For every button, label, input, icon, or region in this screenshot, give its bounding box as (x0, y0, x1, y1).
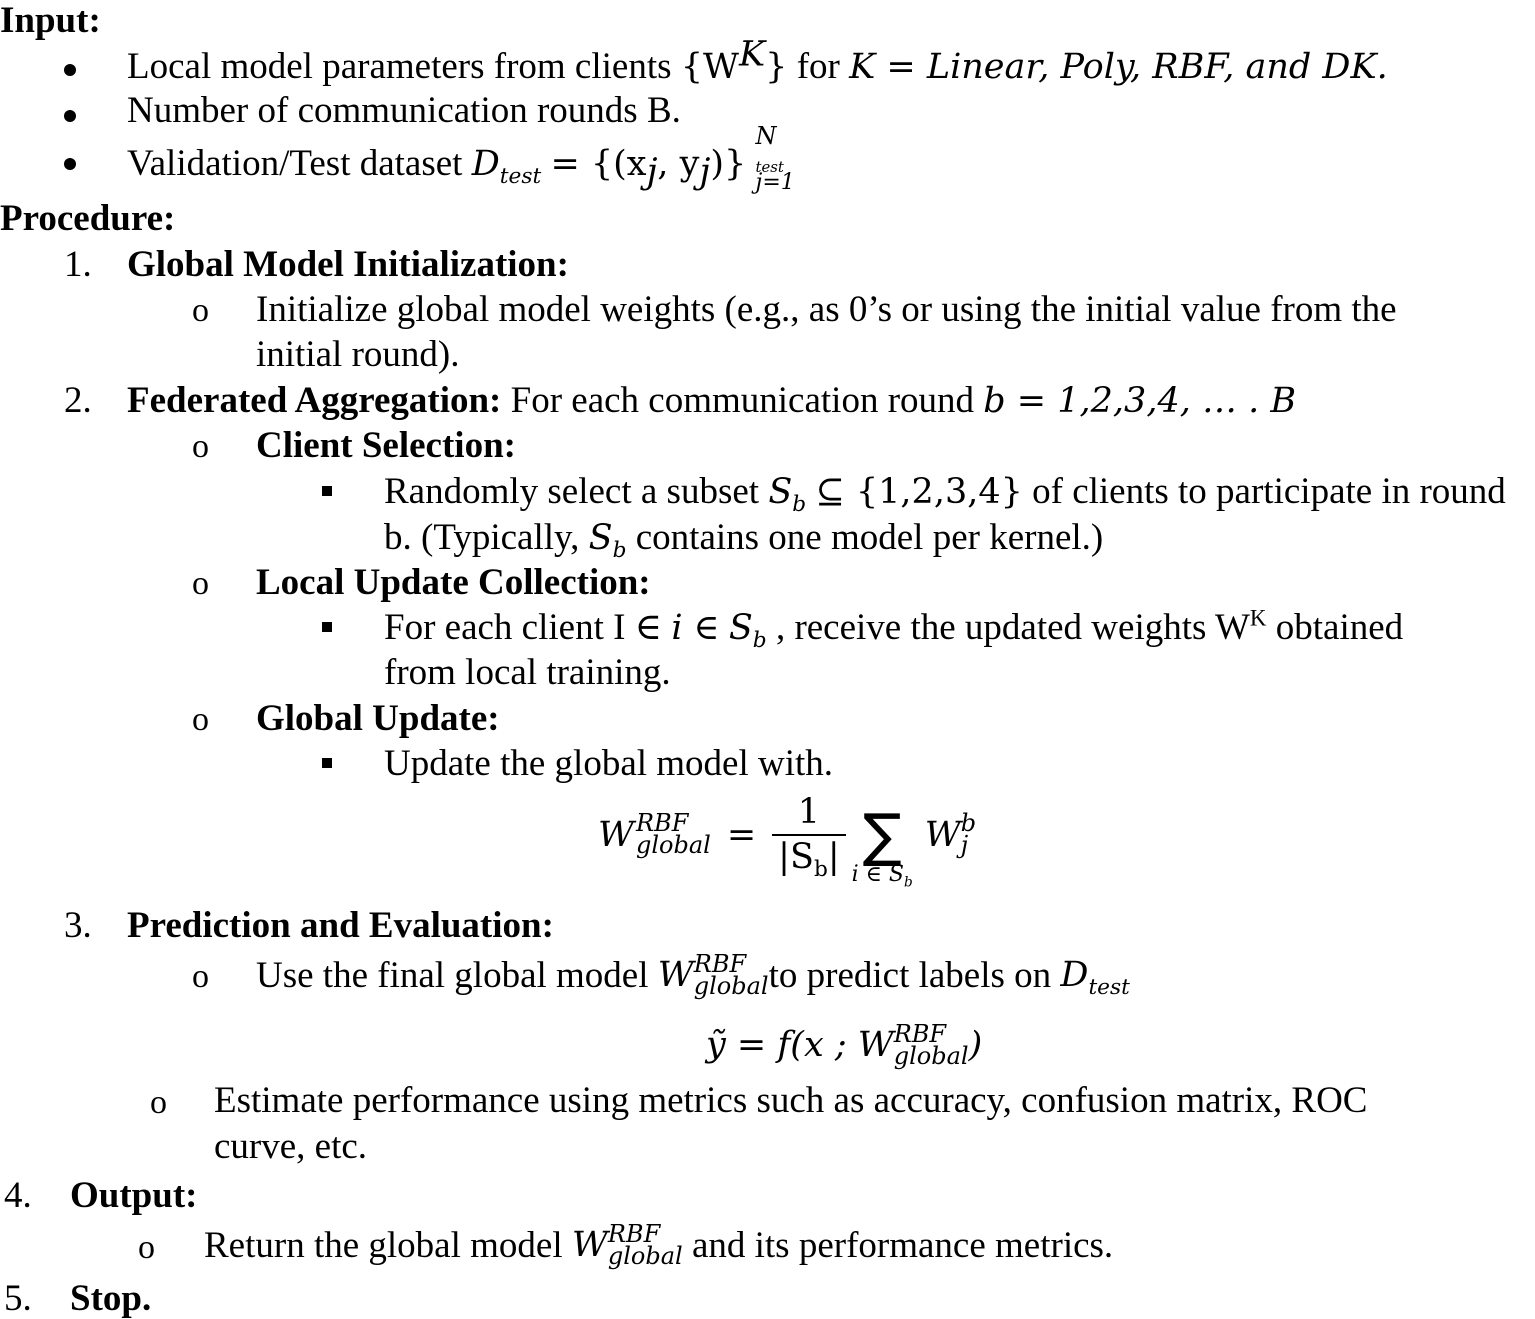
step-4-output-text: Return the global model W RBF global and its performance metrics. (204, 1220, 1114, 1270)
step-number: 5. (4, 1278, 32, 1319)
client-selection-text: Randomly select a subset $S_b$ ⊆ {1,2,3,4} of clients to participate in round (384, 471, 1506, 517)
step-3-title: Prediction and Evaluation: (127, 905, 554, 946)
step-1-init-text-cont: initial round). (256, 334, 460, 375)
step-number: 3. (64, 905, 92, 946)
input-item-dataset: Validation/Test dataset $D_{test} = \{(x_j$, $y_j$)} N $_{test}$ j=1 (127, 122, 795, 196)
input-heading: Input: (0, 0, 101, 41)
step-1-init-text: Initialize global model weights (e.g., as 0’s or using the initial value from the (256, 289, 1397, 330)
aggregation-equation: W RBF global = $\frac{1}{|S_b|}$ ∑ i ∈ $S_b$ W b j (598, 792, 977, 891)
step-5-title: Stop. (70, 1278, 152, 1319)
circle-bullet: o (192, 958, 209, 995)
local-update-text: For each client I ∈ i ∈ $S_b$ , receive the updated weights $W^K$ obtained (384, 605, 1404, 653)
circle-bullet: o (150, 1084, 167, 1121)
local-update-title: Local Update Collection: (256, 562, 651, 603)
step-1-title: Global Model Initialization: (127, 244, 569, 285)
square-bullet (322, 486, 332, 496)
global-update-text: Update the global model with. (384, 743, 834, 784)
circle-bullet: o (138, 1229, 155, 1266)
procedure-heading: Procedure: (0, 198, 176, 239)
input-item-local-params: Local model parameters from clients $\{W^K\}$ for K = Linear, Poly, RBF, and DK. (127, 34, 1388, 87)
step-number: 1. (64, 244, 92, 285)
bullet-dot (64, 110, 76, 122)
prediction-equation: ỹ = f(x ; W RBF global ) (706, 1020, 983, 1070)
square-bullet (322, 622, 332, 632)
input-item-rounds: Number of communication rounds B. (127, 90, 681, 131)
step-4-title: Output: (70, 1175, 198, 1216)
circle-bullet: o (192, 565, 209, 602)
circle-bullet: o (192, 701, 209, 738)
global-update-title: Global Update: (256, 698, 500, 739)
step-number: 2. (64, 380, 92, 421)
local-update-text-cont: from local training. (384, 652, 671, 693)
step-3-predict-text: Use the final global model W RBF global to predict labels on $D_{test}$ (256, 950, 1130, 1001)
bullet-dot (64, 158, 76, 170)
step-3-estimate-text-cont: curve, etc. (214, 1126, 368, 1167)
step-3-estimate-text: Estimate performance using metrics such as accuracy, confusion matrix, ROC (214, 1080, 1368, 1121)
circle-bullet: o (192, 428, 209, 465)
circle-bullet: o (192, 292, 209, 329)
square-bullet (322, 758, 332, 768)
bullet-dot (64, 64, 76, 76)
step-number: 4. (4, 1175, 32, 1216)
step-2-line: Federated Aggregation: For each communication round b = 1,2,3,4, … . B (127, 380, 1297, 421)
client-selection-title: Client Selection: (256, 425, 516, 466)
client-selection-text-cont: b. (Typically, $S_b$ contains one model per kernel.) (384, 517, 1104, 563)
